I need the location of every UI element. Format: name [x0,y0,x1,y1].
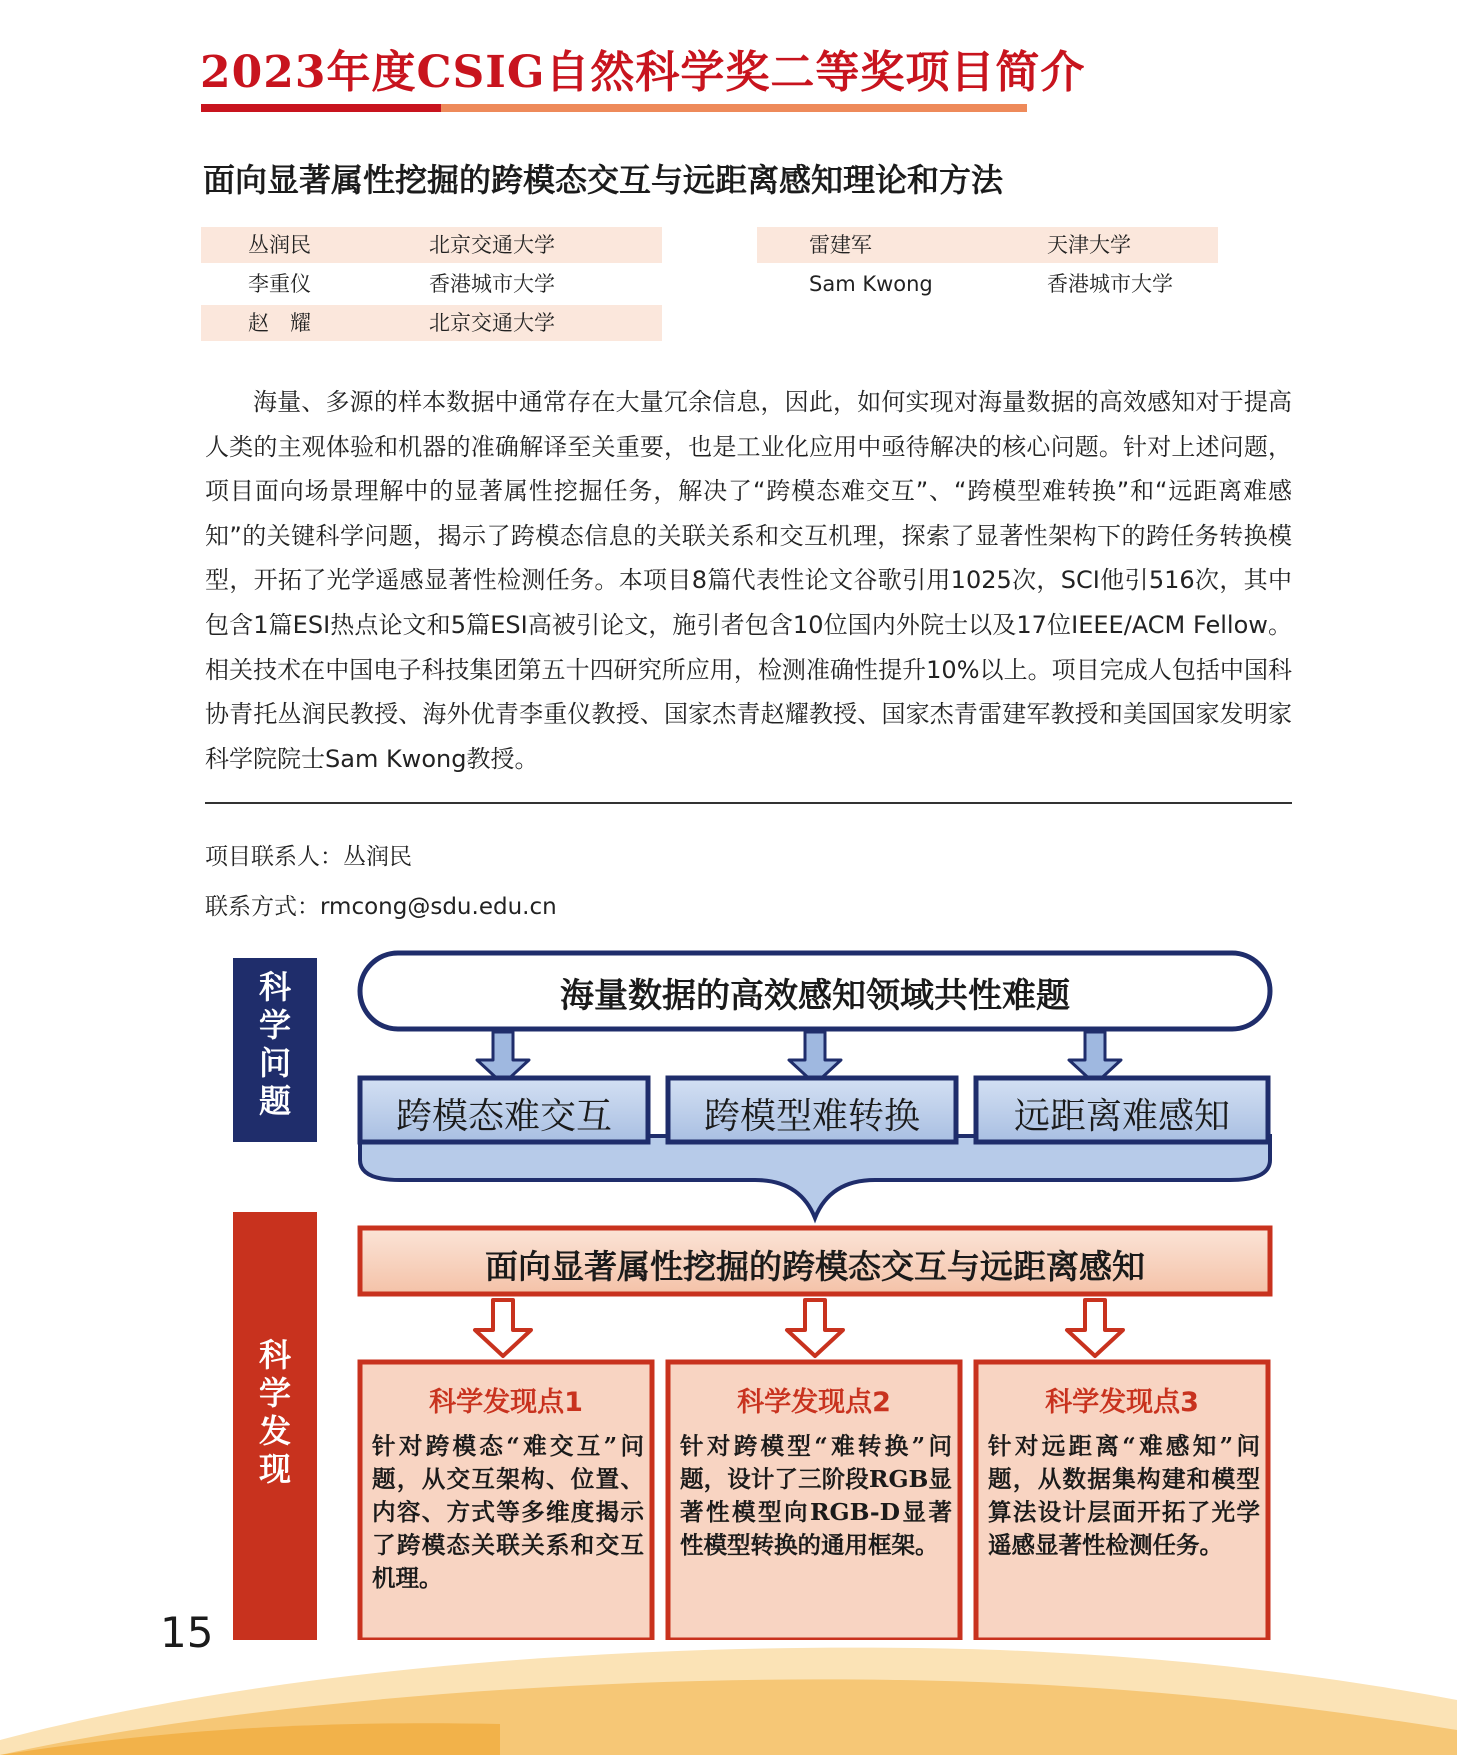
blue-brace [360,1136,1270,1218]
member-row [757,227,1218,263]
finding-title: 科学发现点3 [1045,1387,1199,1418]
top-problem-text: 海量数据的高效感知领域共性难题 [560,976,1070,1016]
member-row [757,266,1218,302]
footer-waves [0,1620,1457,1755]
member-name: Sam Kwong [809,272,933,296]
member-org: 香港城市大学 [1047,272,1173,296]
member-org: 北京交通大学 [429,233,555,257]
divider [205,802,1292,804]
member-org: 香港城市大学 [429,272,555,296]
member-org: 天津大学 [1047,233,1131,257]
section-title: 2023年度CSIG自然科学奖二等奖项目简介 [200,47,1086,98]
member-org: 北京交通大学 [429,311,555,335]
finding-body: 针对跨模型“难转换”问题，设计了三阶段RGB显著性模型向RGB-D显著性模型转换的通用框架。 [680,1432,952,1559]
project-title: 面向显著属性挖掘的跨模态交互与远距离感知理论和方法 [203,161,1004,199]
project-summary: 海量、多源的样本数据中通常存在大量冗余信息，因此，如何实现对海量数据的高效感知对于提高人类的主观体验和机器的准确解译至关重要，也是工业化应用中亟待解决的核心问题。针对上述问题，项目面向场景理解中的显著属性挖掘任务，解决了“跨模态难交互”、“跨模型难转换”和“远距离难感知”的关键科学问题，揭示了跨模态信息的关联关系和交互机理，探索了显著性架构下的跨任务转换模型，开拓了光学遥感显著性检测任务。本项目8篇代表性论文谷歌引用1025次，SCI他引516次，其中包含1篇ESI热点论文和5篇ESI高被引论文，施引者包含10位国内外院士以及17位IEEE/ACM Fellow。相关技术在中国电子科技集团第五十四研究所应用，检测准确性提升10%以上。项目完成人包括中国科协青托丛润民教授、海外优青李重仪教授、国家杰青赵耀教授、国家杰青雷建军教授和美国国家发明家科学院院士Sam Kwong教授。 [205,388,1292,773]
problem-label: 跨模型难转换 [703,1096,920,1137]
red-arrow-1 [475,1300,531,1356]
side-label-top: 科学问题 [258,968,291,1120]
member-row [201,227,662,263]
underline-red-segment [201,104,441,112]
member-name: 赵 耀 [248,311,311,335]
research-diagram [230,948,1278,1640]
core-text: 面向显著属性挖掘的跨模态交互与远距离感知 [485,1247,1145,1286]
member-row [201,305,662,341]
contact-person: 项目联系人：丛润民 [205,844,412,870]
contact-method: 联系方式：rmcong@sdu.edu.cn [205,894,557,920]
member-row [201,266,662,302]
problem-label: 跨模态难交互 [395,1096,612,1137]
red-arrow-3 [1067,1300,1123,1356]
member-name: 李重仪 [248,272,311,296]
title-underline [201,104,1027,112]
finding-title: 科学发现点1 [429,1387,583,1418]
side-label-bottom: 科学发现 [258,1336,291,1488]
underline-orange-segment [441,104,1027,112]
page-number: 15 [160,1608,214,1657]
red-arrow-2 [787,1300,843,1356]
finding-body: 针对跨模态“难交互”问题，从交互架构、位置、内容、方式等多维度揭示了跨模态关联关系和交互机理。 [372,1432,644,1592]
finding-title: 科学发现点2 [737,1387,891,1418]
problem-label: 远距离难感知 [1013,1096,1230,1137]
finding-body: 针对远距离“难感知”问题，从数据集构建和模型算法设计层面开拓了光学遥感显著性检测任务。 [988,1432,1260,1559]
member-name: 丛润民 [248,233,311,257]
member-name: 雷建军 [809,233,872,257]
